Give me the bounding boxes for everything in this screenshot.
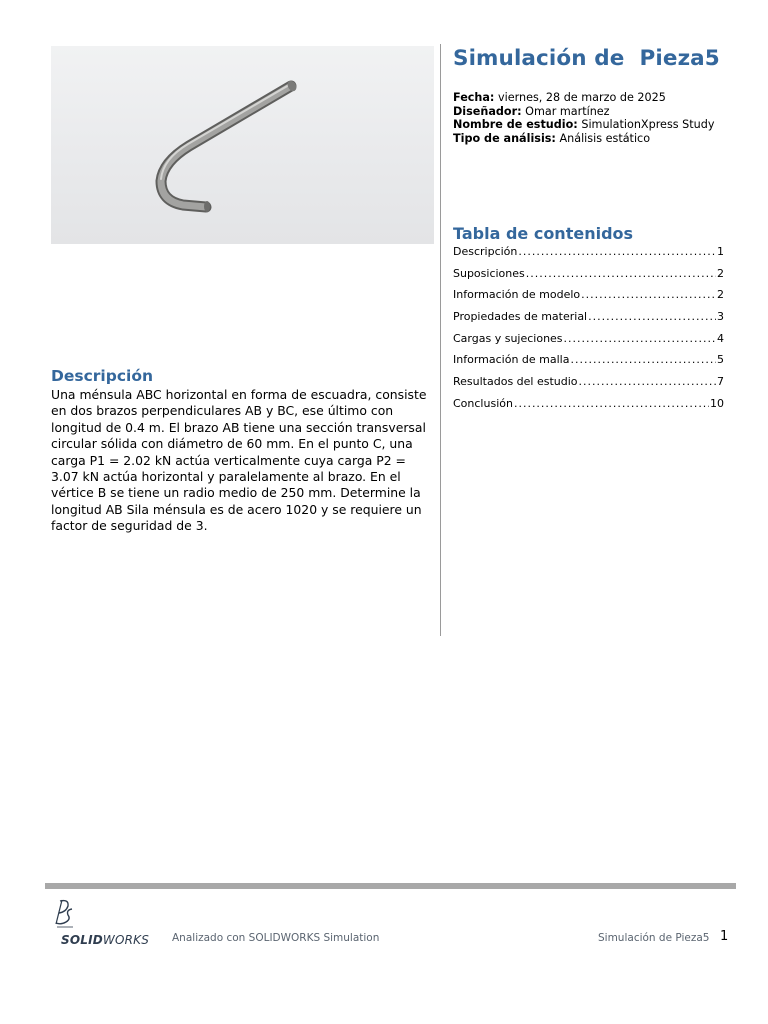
toc-item-page: 2 — [717, 288, 724, 302]
toc-leader-dots — [564, 332, 716, 345]
ds-solidworks-logo-icon — [51, 897, 81, 931]
meta-designer — [453, 105, 714, 119]
toc-leader-dots — [518, 245, 716, 258]
toc-item-label: Resultados del estudio — [453, 375, 578, 389]
toc-item-descripcion[interactable] — [453, 245, 724, 267]
toc-item-label: Información de modelo — [453, 288, 581, 302]
meta-date-value: viernes, 28 de marzo de 2025 — [497, 91, 666, 104]
page-title: Simulación de Pieza5 — [453, 46, 720, 71]
meta-date-label: Fecha: — [453, 91, 495, 104]
logo-text-solid: SOLID — [61, 933, 103, 947]
toc-item-page: 7 — [717, 375, 724, 389]
toc-item-page: 10 — [710, 396, 724, 410]
toc-item-label: Cargas y sujeciones — [453, 331, 563, 345]
toc-item-page: 1 — [717, 245, 724, 258]
table-of-contents — [453, 245, 724, 419]
toc-item-label: Conclusión — [453, 396, 513, 410]
footer-divider — [45, 883, 736, 889]
toc-item-page: 4 — [717, 331, 724, 345]
toc-item-label: Descripción — [453, 245, 518, 258]
meta-analysis-type-label: Tipo de análisis: — [453, 131, 556, 145]
meta-study-name — [453, 118, 714, 132]
page-number: 1 — [720, 929, 729, 944]
toc-heading: Tabla de contenidos — [453, 224, 634, 243]
toc-leader-dots — [588, 310, 716, 323]
study-metadata — [453, 91, 714, 145]
toc-leader-dots — [579, 375, 716, 388]
bent-rod-part-icon — [51, 46, 434, 244]
toc-item-informacion-malla[interactable] — [453, 353, 724, 375]
model-preview-image — [51, 46, 434, 244]
solidworks-logo — [51, 897, 161, 947]
meta-designer-label: Diseñador: — [453, 104, 522, 118]
meta-study-name-label: Nombre de estudio: — [453, 118, 578, 132]
toc-leader-dots — [581, 288, 716, 301]
logo-wordmark — [61, 933, 149, 947]
logo-text-works: WORKS — [102, 933, 150, 947]
toc-item-cargas-sujeciones[interactable] — [453, 332, 724, 354]
footer-doc-name: Simulación de Pieza5 — [598, 932, 710, 944]
toc-item-page: 3 — [717, 310, 724, 324]
toc-item-label: Suposiciones — [453, 266, 525, 280]
description-heading: Descripción — [51, 367, 154, 385]
toc-item-informacion-modelo[interactable] — [453, 288, 724, 310]
toc-item-conclusion[interactable] — [453, 397, 724, 419]
toc-item-page: 5 — [717, 353, 724, 367]
column-divider — [440, 44, 441, 636]
meta-study-name-value: SimulationXpress Study — [581, 118, 715, 132]
description-text: Una ménsula ABC horizontal en forma de escuadra, consiste en dos brazos perpendiculares AB y BC, ese último con longitud de 0.4 m. El brazo AB tiene una sección transversal circular sólida con diámetro de 60 mm. En el punto C, una carga P1 = 2.02 kN actúa verticalmente cuya carga P2 = 3.07 kN actúa horizontal y paralelamente al brazo. En el vértice B se tiene un radio medio de 250 mm. Determine la longitud AB Sila ménsula es de acero 1020 y se requiere un factor de seguridad de 3. — [51, 387, 427, 534]
toc-item-resultados-estudio[interactable] — [453, 375, 724, 397]
toc-item-propiedades-material[interactable] — [453, 310, 724, 332]
meta-date — [453, 91, 714, 105]
toc-leader-dots — [514, 397, 709, 410]
toc-leader-dots — [526, 267, 716, 280]
toc-item-label: Propiedades de material — [453, 310, 588, 324]
meta-designer-value: Omar martínez — [525, 104, 610, 118]
meta-analysis-type — [453, 132, 714, 146]
meta-analysis-type-value: Análisis estático — [559, 131, 651, 145]
toc-item-page: 2 — [717, 266, 724, 280]
toc-leader-dots — [570, 353, 716, 366]
footer-analyzed-with: Analizado con SOLIDWORKS Simulation — [172, 932, 380, 944]
toc-item-suposiciones[interactable] — [453, 267, 724, 289]
toc-item-label: Información de malla — [453, 353, 570, 367]
